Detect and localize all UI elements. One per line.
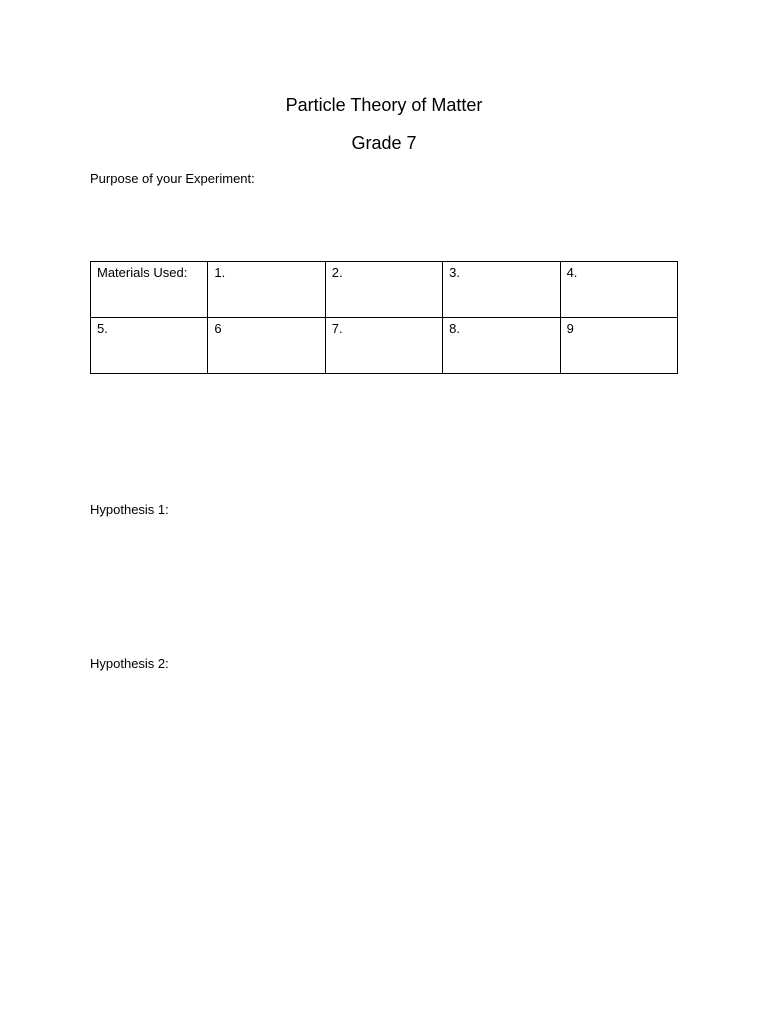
table-cell-material-3: 3. <box>443 262 560 318</box>
table-cell-material-8: 8. <box>443 318 560 374</box>
materials-table <box>90 261 678 374</box>
hypothesis-1-label: Hypothesis 1: <box>90 502 169 517</box>
table-cell-material-5: 5. <box>91 318 208 374</box>
table-cell-material-9: 9 <box>560 318 677 374</box>
table-cell-material-4: 4. <box>560 262 677 318</box>
table-cell-material-7: 7. <box>325 318 442 374</box>
table-cell-material-6: 6 <box>208 318 325 374</box>
table-row <box>91 318 678 374</box>
page-subtitle: Grade 7 <box>351 133 417 153</box>
table-cell-materials-header: Materials Used: <box>91 262 208 318</box>
table-row <box>91 262 678 318</box>
table-cell-material-1: 1. <box>208 262 325 318</box>
table-cell-material-2: 2. <box>325 262 442 318</box>
hypothesis-2-label: Hypothesis 2: <box>90 656 169 671</box>
page-title: Particle Theory of Matter <box>285 95 483 115</box>
purpose-label: Purpose of your Experiment: <box>90 171 255 186</box>
